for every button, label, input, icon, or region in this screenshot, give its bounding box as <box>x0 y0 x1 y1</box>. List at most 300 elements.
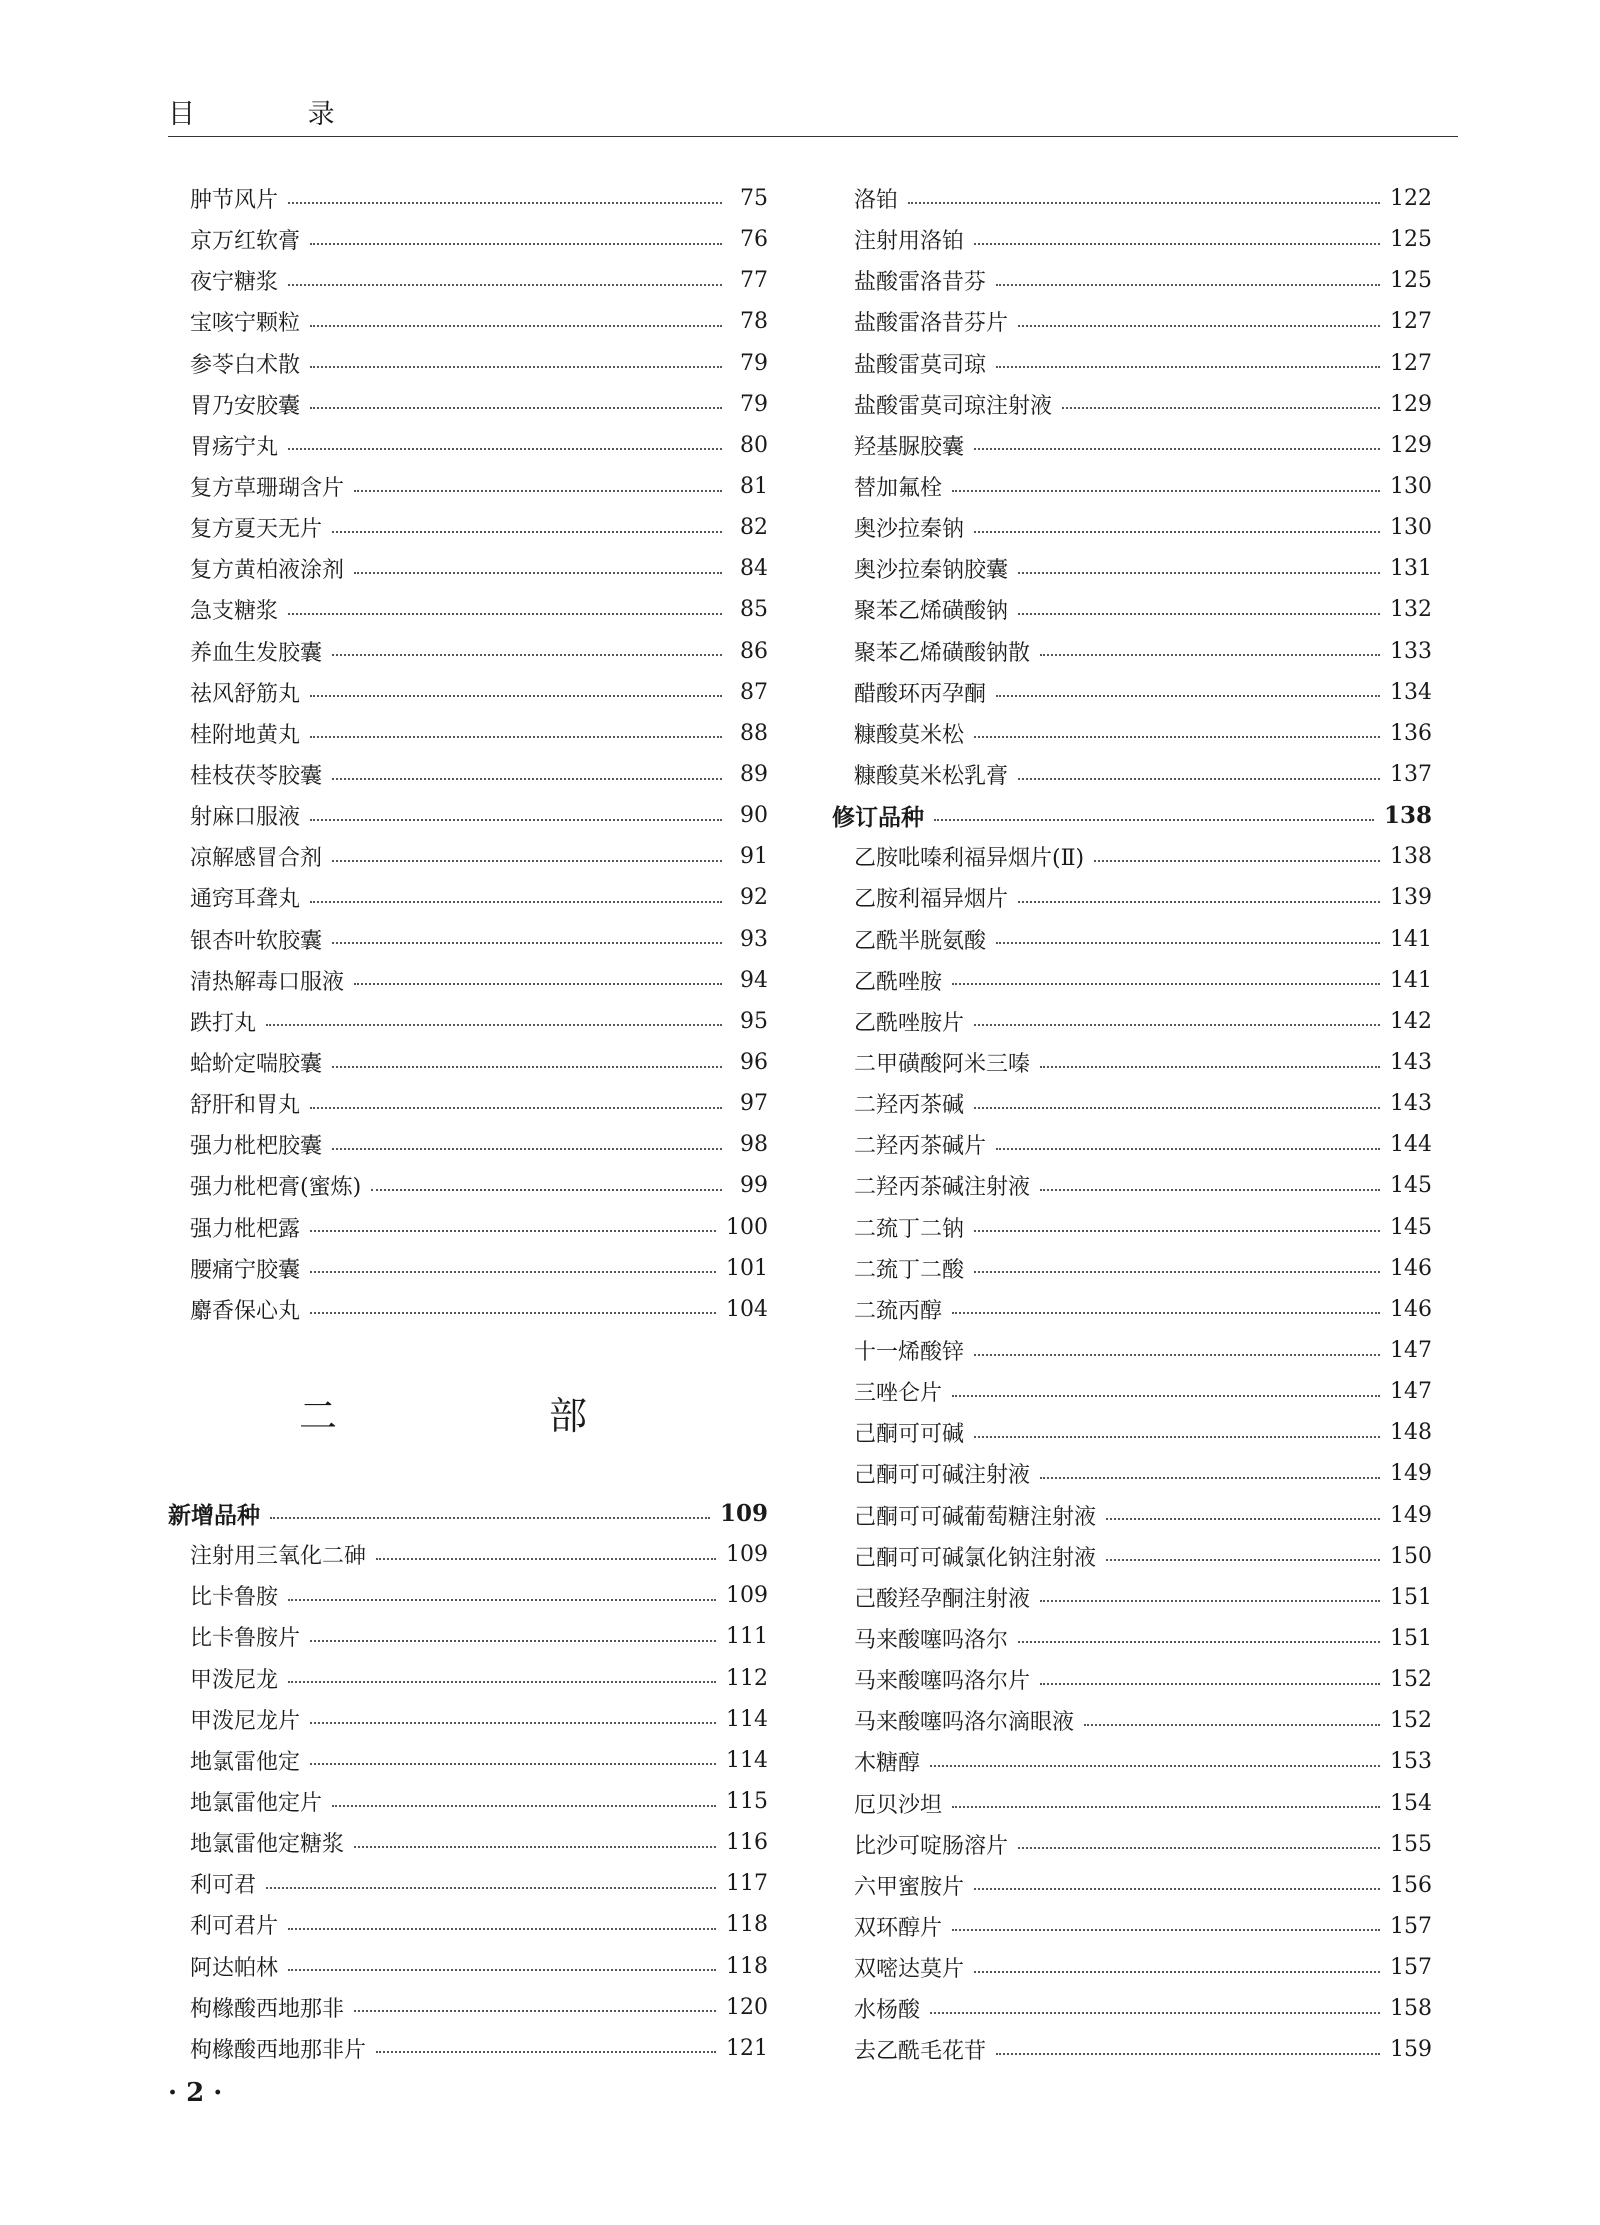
dot-leader <box>996 284 1380 286</box>
toc-entry[interactable] <box>168 1083 768 1124</box>
entry-page-number: 154 <box>1390 1790 1432 1816</box>
dot-leader <box>908 202 1380 204</box>
dot-leader <box>1106 1518 1380 1520</box>
toc-entry[interactable] <box>832 1865 1432 1906</box>
dot-leader <box>952 1395 1380 1397</box>
entry-page-number: 109 <box>726 1542 768 1568</box>
dot-leader <box>332 1805 716 1807</box>
dot-leader <box>974 1971 1380 1973</box>
entry-page-number: 149 <box>1390 1461 1432 1487</box>
toc-entry[interactable] <box>168 548 768 589</box>
entry-title: 强力枇杷胶囊 <box>190 1134 323 1160</box>
entry-page-number: 91 <box>740 844 768 870</box>
toc-entry[interactable] <box>832 548 1432 589</box>
entry-page-number: 138 <box>1383 802 1432 830</box>
entry-page-number: 78 <box>740 309 768 335</box>
toc-entry[interactable] <box>832 1906 1432 1947</box>
toc-left-column <box>168 178 768 1330</box>
entry-page-number: 125 <box>1390 268 1432 294</box>
entry-page-number: 118 <box>726 1953 768 1979</box>
entry-title: 洛铂 <box>854 188 899 214</box>
toc-entry[interactable] <box>832 343 1432 384</box>
toc-entry[interactable] <box>832 1700 1432 1741</box>
toc-category[interactable] <box>168 1493 768 1534</box>
dot-leader <box>266 1024 722 1026</box>
entry-page-number: 152 <box>1390 1667 1432 1693</box>
entry-title: 枸橼酸西地那非片 <box>190 2037 367 2063</box>
entry-title: 阿达帕林 <box>190 1955 279 1981</box>
toc-entry[interactable] <box>832 1947 1432 1988</box>
entry-page-number: 77 <box>740 268 768 294</box>
toc-entry[interactable] <box>168 1042 768 1083</box>
entry-title: 二羟丙茶碱片 <box>854 1134 987 1160</box>
entry-page-number: 129 <box>1390 432 1432 458</box>
entry-page-number: 142 <box>1390 1008 1432 1034</box>
toc-entry[interactable] <box>832 260 1432 301</box>
dot-leader <box>1018 613 1380 615</box>
entry-title: 肿节风片 <box>190 188 279 214</box>
entry-page-number: 141 <box>1390 926 1432 952</box>
entry-page-number: 95 <box>740 1008 768 1034</box>
toc-entry[interactable] <box>168 713 768 754</box>
dot-leader <box>288 1969 716 1971</box>
dot-leader <box>1040 1477 1380 1479</box>
toc-entry[interactable] <box>832 1495 1432 1536</box>
entry-title: 糠酸莫米松 <box>854 722 965 748</box>
toc-entry[interactable] <box>832 1289 1432 1330</box>
entry-title: 养血生发胶囊 <box>190 640 323 666</box>
dot-leader <box>332 531 722 533</box>
dot-leader <box>1018 325 1380 327</box>
entry-title: 新增品种 <box>168 1502 260 1530</box>
entry-page-number: 146 <box>1390 1255 1432 1281</box>
entry-title: 跌打丸 <box>190 1010 257 1036</box>
entry-title: 比卡鲁胺 <box>190 1585 279 1611</box>
toc-entry[interactable] <box>168 1822 768 1863</box>
dot-leader <box>1018 901 1380 903</box>
entry-title: 利可君片 <box>190 1914 279 1940</box>
toc-entry[interactable] <box>168 1946 768 1987</box>
dot-leader <box>310 1271 716 1273</box>
entry-title: 双环醇片 <box>854 1915 943 1941</box>
toc-entry[interactable] <box>168 1248 768 1289</box>
dot-leader <box>288 613 722 615</box>
entry-title: 复方草珊瑚含片 <box>190 476 345 502</box>
dot-leader <box>952 1929 1380 1931</box>
toc-entry[interactable] <box>168 960 768 1001</box>
toc-entry[interactable] <box>832 1083 1432 1124</box>
dot-leader <box>1106 1559 1380 1561</box>
entry-title: 马来酸噻吗洛尔片 <box>854 1669 1031 1695</box>
entry-page-number: 98 <box>740 1132 768 1158</box>
entry-title: 腰痛宁胶囊 <box>190 1257 301 1283</box>
entry-title: 厄贝沙坦 <box>854 1792 943 1818</box>
entry-page-number: 94 <box>740 967 768 993</box>
dot-leader <box>310 1722 716 1724</box>
toc-entry[interactable] <box>168 1165 768 1206</box>
entry-title: 桂附地黄丸 <box>190 722 301 748</box>
toc-entry[interactable] <box>168 219 768 260</box>
entry-page-number: 143 <box>1390 1091 1432 1117</box>
dot-leader <box>974 243 1380 245</box>
toc-entry[interactable] <box>832 1618 1432 1659</box>
toc-entry[interactable] <box>832 672 1432 713</box>
dot-leader <box>288 1599 716 1601</box>
entry-title: 舒肝和胃丸 <box>190 1093 301 1119</box>
entry-title: 己酮可可碱注射液 <box>854 1463 1031 1489</box>
entry-page-number: 90 <box>740 803 768 829</box>
entry-title: 清热解毒口服液 <box>190 969 345 995</box>
entry-page-number: 149 <box>1390 1502 1432 1528</box>
header-title: 目 录 <box>168 99 387 130</box>
entry-page-number: 93 <box>740 926 768 952</box>
dot-leader <box>310 1312 716 1314</box>
entry-title: 强力枇杷膏(蜜炼) <box>190 1175 362 1201</box>
dot-leader <box>354 572 722 574</box>
dot-leader <box>310 1763 716 1765</box>
entry-page-number: 101 <box>726 1255 768 1281</box>
toc-entry[interactable] <box>832 1412 1432 1453</box>
entry-page-number: 141 <box>1390 967 1432 993</box>
entry-title: 夜宁糖浆 <box>190 270 279 296</box>
entry-page-number: 92 <box>740 885 768 911</box>
dot-leader <box>974 1271 1380 1273</box>
toc-entry[interactable] <box>168 343 768 384</box>
dot-leader <box>934 819 1374 821</box>
toc-entry[interactable] <box>832 1330 1432 1371</box>
entry-page-number: 117 <box>726 1871 768 1897</box>
dot-leader <box>376 1558 716 1560</box>
toc-entry[interactable] <box>168 1001 768 1042</box>
dot-leader <box>974 1024 1380 1026</box>
toc-entry[interactable] <box>168 384 768 425</box>
entry-page-number: 114 <box>726 1706 768 1732</box>
toc-entry[interactable] <box>168 1740 768 1781</box>
toc-entry[interactable] <box>832 836 1432 877</box>
dot-leader <box>310 1107 722 1109</box>
dot-leader <box>996 695 1380 697</box>
toc-entry[interactable] <box>168 507 768 548</box>
entry-title: 胃疡宁丸 <box>190 434 279 460</box>
toc-entry[interactable] <box>832 919 1432 960</box>
entry-title: 去乙酰毛花苷 <box>854 2039 987 2065</box>
entry-page-number: 80 <box>740 432 768 458</box>
toc-entry[interactable] <box>832 754 1432 795</box>
dot-leader <box>1018 572 1380 574</box>
entry-page-number: 120 <box>726 1994 768 2020</box>
dot-leader <box>371 1189 722 1191</box>
entry-title: 羟基脲胶囊 <box>854 434 965 460</box>
entry-title: 己酸羟孕酮注射液 <box>854 1586 1031 1612</box>
dot-leader <box>310 243 722 245</box>
dot-leader <box>376 2051 716 2053</box>
toc-entry[interactable] <box>832 589 1432 630</box>
entry-title: 双嘧达莫片 <box>854 1957 965 1983</box>
entry-page-number: 82 <box>740 515 768 541</box>
toc-entry[interactable] <box>832 384 1432 425</box>
entry-title: 急支糖浆 <box>190 599 279 625</box>
entry-title: 盐酸雷莫司琼注射液 <box>854 393 1053 419</box>
entry-page-number: 81 <box>740 474 768 500</box>
dot-leader <box>1018 1641 1380 1643</box>
dot-leader <box>332 654 722 656</box>
entry-page-number: 151 <box>1390 1584 1432 1610</box>
dot-leader <box>974 1107 1380 1109</box>
entry-title: 己酮可可碱葡萄糖注射液 <box>854 1504 1097 1530</box>
toc-right-column <box>832 178 1432 2070</box>
entry-page-number: 156 <box>1390 1872 1432 1898</box>
entry-page-number: 159 <box>1390 2037 1432 2063</box>
entry-title: 乙胺利福异烟片 <box>854 887 1009 913</box>
entry-page-number: 150 <box>1390 1543 1432 1569</box>
entry-title: 强力枇杷露 <box>190 1216 301 1242</box>
toc-entry[interactable] <box>832 1988 1432 2029</box>
entry-page-number: 89 <box>740 762 768 788</box>
toc-entry[interactable] <box>168 919 768 960</box>
entry-page-number: 97 <box>740 1091 768 1117</box>
toc-entry[interactable] <box>168 301 768 342</box>
toc-entry[interactable] <box>832 1782 1432 1823</box>
entry-title: 比卡鲁胺片 <box>190 1626 301 1652</box>
entry-page-number: 147 <box>1390 1338 1432 1363</box>
entry-title: 聚苯乙烯磺酸钠散 <box>854 640 1031 666</box>
entry-page-number: 157 <box>1390 1913 1432 1939</box>
entry-title: 三唑仑片 <box>854 1381 943 1407</box>
dot-leader <box>310 366 722 368</box>
entry-title: 银杏叶软胶囊 <box>190 928 323 954</box>
entry-title: 甲泼尼龙片 <box>190 1708 301 1734</box>
dot-leader <box>952 1312 1380 1314</box>
entry-page-number: 122 <box>1390 186 1432 212</box>
toc-entry[interactable] <box>832 466 1432 507</box>
entry-page-number: 138 <box>1390 844 1432 870</box>
dot-leader <box>310 1640 716 1642</box>
dot-leader <box>974 1354 1380 1356</box>
toc-entry[interactable] <box>832 960 1432 1001</box>
entry-page-number: 87 <box>740 679 768 705</box>
entry-title: 乙酰半胱氨酸 <box>854 928 987 954</box>
toc-entry[interactable] <box>168 1987 768 2028</box>
entry-page-number: 130 <box>1390 474 1432 500</box>
entry-title: 六甲蜜胺片 <box>854 1874 965 1900</box>
entry-title: 二巯丙醇 <box>854 1298 943 1324</box>
toc-entry[interactable] <box>832 1165 1432 1206</box>
toc-entry[interactable] <box>168 795 768 836</box>
entry-page-number: 96 <box>740 1050 768 1076</box>
entry-page-number: 151 <box>1390 1625 1432 1651</box>
entry-title: 乙酰唑胺 <box>854 969 943 995</box>
running-header <box>168 92 1458 137</box>
dot-leader <box>354 1846 716 1848</box>
toc-entry[interactable] <box>832 877 1432 918</box>
entry-title: 祛风舒筋丸 <box>190 681 301 707</box>
dot-leader <box>288 202 722 204</box>
entry-title: 十一烯酸锌 <box>854 1340 965 1365</box>
entry-title: 参苓白术散 <box>190 352 301 378</box>
toc-entry[interactable] <box>168 2028 768 2069</box>
dot-leader <box>1040 1683 1380 1685</box>
dot-leader <box>310 901 722 903</box>
toc-entry[interactable] <box>832 1659 1432 1700</box>
toc-category[interactable] <box>832 795 1432 836</box>
entry-page-number: 137 <box>1390 762 1432 788</box>
toc-entry[interactable] <box>168 1124 768 1165</box>
toc-entry[interactable] <box>832 1577 1432 1618</box>
entry-page-number: 144 <box>1390 1132 1432 1158</box>
toc-entry[interactable] <box>832 178 1432 219</box>
entry-page-number: 118 <box>726 1912 768 1938</box>
toc-entry[interactable] <box>168 836 768 877</box>
dot-leader <box>354 2010 716 2012</box>
dot-leader <box>996 942 1380 944</box>
entry-page-number: 153 <box>1390 1749 1432 1775</box>
entry-page-number: 129 <box>1390 391 1432 417</box>
dot-leader <box>1040 654 1380 656</box>
entry-page-number: 158 <box>1390 1996 1432 2022</box>
entry-title: 水杨酸 <box>854 1998 921 2024</box>
toc-entry[interactable] <box>168 631 768 672</box>
entry-title: 盐酸雷洛昔芬片 <box>854 311 1009 337</box>
toc-entry[interactable] <box>168 1658 768 1699</box>
dot-leader <box>974 1888 1380 1890</box>
toc-entry[interactable] <box>168 672 768 713</box>
toc-entry[interactable] <box>168 178 768 219</box>
dot-leader <box>1040 1189 1380 1191</box>
toc-entry[interactable] <box>168 1575 768 1616</box>
dot-leader <box>288 284 722 286</box>
entry-title: 地氯雷他定片 <box>190 1791 323 1817</box>
toc-entry[interactable] <box>832 713 1432 754</box>
entry-title: 二羟丙茶碱注射液 <box>854 1175 1031 1201</box>
toc-entry[interactable] <box>832 1453 1432 1494</box>
entry-title: 替加氟栓 <box>854 476 943 502</box>
dot-leader <box>930 1765 1380 1767</box>
dot-leader <box>974 448 1380 450</box>
entry-page-number: 155 <box>1390 1831 1432 1857</box>
entry-page-number: 130 <box>1390 515 1432 541</box>
entry-title: 己酮可可碱 <box>854 1422 965 1448</box>
toc-entry[interactable] <box>168 1534 768 1575</box>
entry-page-number: 79 <box>740 350 768 376</box>
entry-title: 通窍耳聋丸 <box>190 887 301 913</box>
dot-leader <box>288 1928 716 1930</box>
toc-entry[interactable] <box>832 1042 1432 1083</box>
entry-title: 京万红软膏 <box>190 229 301 255</box>
entry-page-number: 100 <box>726 1214 768 1240</box>
entry-page-number: 109 <box>726 1583 768 1609</box>
toc-entry[interactable] <box>832 631 1432 672</box>
entry-title: 蛤蚧定喘胶囊 <box>190 1052 323 1078</box>
entry-title: 比沙可啶肠溶片 <box>854 1833 1009 1859</box>
entry-page-number: 85 <box>740 597 768 623</box>
entry-title: 注射用洛铂 <box>854 229 965 255</box>
toc-entry[interactable] <box>168 589 768 630</box>
entry-title: 甲泼尼龙 <box>190 1667 279 1693</box>
entry-page-number: 114 <box>726 1747 768 1773</box>
entry-page-number: 145 <box>1390 1173 1432 1199</box>
entry-title: 二巯丁二酸 <box>854 1257 965 1283</box>
toc-entry[interactable] <box>832 2029 1432 2070</box>
toc-entry[interactable] <box>168 1781 768 1822</box>
toc-entry[interactable] <box>832 1001 1432 1042</box>
entry-title: 凉解感冒合剂 <box>190 846 323 872</box>
toc-left-column-part2 <box>168 1493 768 2069</box>
dot-leader <box>288 1681 716 1683</box>
toc-entry[interactable] <box>168 260 768 301</box>
entry-title: 修订品种 <box>832 804 924 832</box>
entry-page-number: 157 <box>1390 1955 1432 1981</box>
toc-entry[interactable] <box>168 425 768 466</box>
entry-title: 马来酸噻吗洛尔滴眼液 <box>854 1710 1075 1736</box>
toc-entry[interactable] <box>832 1536 1432 1577</box>
toc-entry[interactable] <box>832 301 1432 342</box>
entry-page-number: 111 <box>726 1624 768 1650</box>
entry-title: 地氯雷他定 <box>190 1749 301 1775</box>
dot-leader <box>1040 1600 1380 1602</box>
toc-entry[interactable] <box>832 1371 1432 1412</box>
dot-leader <box>996 366 1380 368</box>
part-heading: 二 部 <box>298 1394 688 1438</box>
dot-leader <box>930 2012 1380 2014</box>
toc-entry[interactable] <box>168 1616 768 1657</box>
toc-entry[interactable] <box>168 754 768 795</box>
toc-entry[interactable] <box>832 1824 1432 1865</box>
dot-leader <box>332 860 722 862</box>
entry-page-number: 76 <box>740 227 768 253</box>
entry-page-number: 127 <box>1390 309 1432 335</box>
entry-title: 糠酸莫米松乳膏 <box>854 764 1009 790</box>
entry-title: 乙胺吡嗪利福异烟片(Ⅱ) <box>854 846 1085 872</box>
entry-title: 桂枝茯苓胶囊 <box>190 764 323 790</box>
toc-entry[interactable] <box>168 1207 768 1248</box>
toc-entry[interactable] <box>168 1699 768 1740</box>
entry-page-number: 131 <box>1390 556 1432 582</box>
dot-leader <box>310 1230 716 1232</box>
dot-leader <box>1084 1724 1380 1726</box>
toc-entry[interactable] <box>832 507 1432 548</box>
toc-entry[interactable] <box>832 1124 1432 1165</box>
toc-entry[interactable] <box>168 877 768 918</box>
dot-leader <box>1018 1847 1380 1849</box>
entry-title: 地氯雷他定糖浆 <box>190 1832 345 1858</box>
entry-title: 二羟丙茶碱 <box>854 1093 965 1119</box>
entry-page-number: 99 <box>740 1173 768 1199</box>
entry-page-number: 146 <box>1390 1296 1432 1322</box>
entry-title: 射麻口服液 <box>190 805 301 831</box>
toc-entry[interactable] <box>168 1904 768 1945</box>
entry-page-number: 132 <box>1390 597 1432 623</box>
toc-entry[interactable] <box>168 1863 768 1904</box>
dot-leader <box>266 1887 716 1889</box>
entry-title: 盐酸雷莫司琼 <box>854 352 987 378</box>
entry-page-number: 145 <box>1390 1214 1432 1240</box>
entry-page-number: 133 <box>1390 638 1432 664</box>
dot-leader <box>332 778 722 780</box>
toc-entry[interactable] <box>168 1289 768 1330</box>
dot-leader <box>288 448 722 450</box>
toc-entry[interactable] <box>832 1207 1432 1248</box>
entry-title: 木糖醇 <box>854 1751 921 1777</box>
dot-leader <box>1094 860 1380 862</box>
toc-entry[interactable] <box>832 219 1432 260</box>
toc-entry[interactable] <box>832 1248 1432 1289</box>
entry-title: 复方黄柏液涂剂 <box>190 558 345 584</box>
entry-title: 宝咳宁颗粒 <box>190 311 301 337</box>
toc-entry[interactable] <box>832 1741 1432 1782</box>
toc-entry[interactable] <box>168 466 768 507</box>
toc-entry[interactable] <box>832 425 1432 466</box>
entry-page-number: 121 <box>726 2035 768 2061</box>
